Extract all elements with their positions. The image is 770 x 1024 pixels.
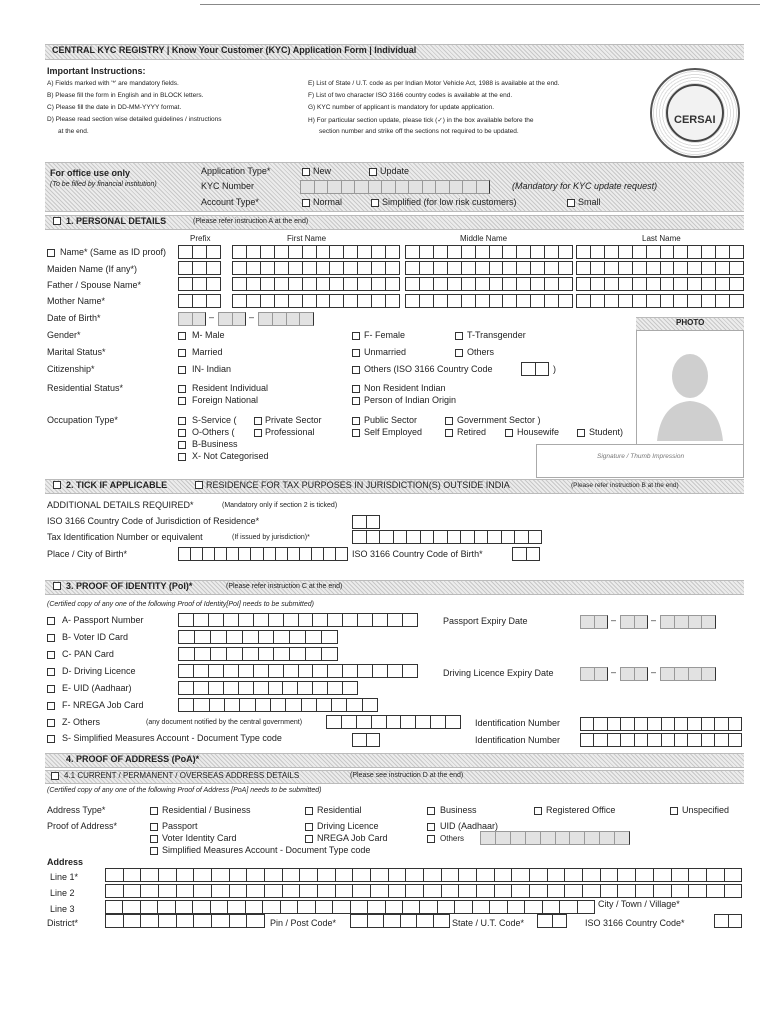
- poa-update-checkbox[interactable]: [51, 772, 59, 780]
- poa-subtitle: 4.1 CURRENT / PERMANENT / OVERSEAS ADDRESS DETAILS: [64, 771, 300, 780]
- country-code-boxes[interactable]: [714, 914, 742, 928]
- poi-title: 3. PROOF OF IDENTITY (PoI)*: [66, 581, 193, 591]
- poa-passport-checkbox[interactable]: [150, 823, 158, 831]
- tax-update-checkbox[interactable]: [53, 481, 61, 489]
- jurisdiction-iso-label: ISO 3166 Country Code of Jurisdiction of Residence*: [47, 516, 260, 526]
- maiden-last-boxes[interactable]: [576, 261, 744, 275]
- poi-b-label: B- Voter ID Card: [62, 632, 129, 642]
- mother-prefix-boxes[interactable]: [178, 294, 221, 308]
- res-business-checkbox[interactable]: [150, 807, 158, 815]
- kyc-note: (Mandatory for KYC update request): [512, 181, 658, 191]
- mother-label: Mother Name*: [47, 296, 106, 306]
- passport-number-boxes[interactable]: [178, 613, 418, 627]
- poa-dl-label: Driving Licence: [317, 821, 379, 831]
- dl-expiry-label: Driving Licence Expiry Date: [443, 668, 554, 678]
- normal-checkbox[interactable]: [302, 199, 310, 207]
- poi-f-checkbox[interactable]: [47, 702, 55, 710]
- poi-d-checkbox[interactable]: [47, 668, 55, 676]
- poi-a-label: A- Passport Number: [62, 615, 144, 625]
- new-label: New: [313, 166, 332, 176]
- instruction-h-cont: section number and strike off the sections not required to be updated.: [319, 128, 519, 135]
- citizenship-label: Citizenship*: [47, 364, 95, 374]
- poa-others-boxes[interactable]: [480, 831, 630, 845]
- service-label: S-Service (: [192, 415, 237, 425]
- student-label: Student): [589, 427, 624, 437]
- marital-others-checkbox[interactable]: [455, 349, 463, 357]
- married-label: Married: [192, 347, 223, 357]
- poa-nrega-checkbox[interactable]: [305, 835, 313, 843]
- cersai-logo: [650, 68, 740, 158]
- line1-label: Line 1*: [50, 872, 79, 882]
- id-number-boxes-2[interactable]: [580, 733, 742, 747]
- government-sector-checkbox[interactable]: [445, 417, 453, 425]
- dl-expiry-day[interactable]: [580, 667, 608, 681]
- birth-place-boxes[interactable]: [178, 547, 348, 561]
- poa-others-label: Others: [440, 834, 465, 843]
- not-categorised-checkbox[interactable]: [178, 453, 186, 461]
- student-checkbox[interactable]: [577, 429, 585, 437]
- female-checkbox[interactable]: [352, 332, 360, 340]
- retired-checkbox[interactable]: [445, 429, 453, 437]
- poi-d-label: D- Driving Licence: [62, 666, 136, 676]
- poi-b-checkbox[interactable]: [47, 634, 55, 642]
- self-employed-checkbox[interactable]: [352, 429, 360, 437]
- government-sector-label: Government Sector ): [457, 415, 541, 425]
- poa-passport-label: Passport: [162, 821, 198, 831]
- name-label: Name* (Same as ID proof): [60, 247, 167, 257]
- public-sector-checkbox[interactable]: [352, 417, 360, 425]
- poa-certified: (Certified copy of any one of the following Proof of Address [PoA] needs to be submitted): [47, 787, 322, 794]
- pin-label: Pin / Post Code*: [270, 918, 337, 928]
- simplified-label: Simplified (for low risk customers): [382, 197, 517, 207]
- account-type-label: Account Type*: [201, 197, 259, 207]
- col-last: Last Name: [642, 234, 681, 243]
- public-sector-label: Public Sector: [364, 415, 418, 425]
- citizen-iso-boxes[interactable]: [521, 362, 549, 376]
- others-occ-checkbox[interactable]: [178, 429, 186, 437]
- instruction-e: E) List of State / U.T. code as per Indian Motor Vehicle Act, 1988 is available at the end.: [308, 80, 560, 87]
- poi-note: (Please refer instruction C at the end): [226, 583, 343, 590]
- dob-year-boxes[interactable]: [258, 312, 314, 326]
- jurisdiction-iso-boxes[interactable]: [352, 515, 380, 529]
- instruction-b: B) Please fill the form in English and in BLOCK letters.: [47, 92, 204, 99]
- tin-note: (If issued by jurisdiction)*: [232, 534, 310, 541]
- instruction-f: F) List of two character ISO 3166 country codes is available at the end.: [308, 92, 513, 99]
- dob-label: Date of Birth*: [47, 313, 101, 323]
- married-checkbox[interactable]: [178, 349, 186, 357]
- personal-title: 1. PERSONAL DETAILS: [66, 216, 167, 226]
- normal-label: Normal: [313, 197, 343, 207]
- residential-label: Residential Status*: [47, 383, 124, 393]
- line2-label: Line 2: [50, 888, 75, 898]
- name-first-boxes[interactable]: [232, 245, 400, 259]
- aadhaar-boxes[interactable]: [178, 681, 358, 695]
- id-number-label-2: Identification Number: [475, 735, 561, 745]
- instruction-a: A) Fields marked with '*' are mandatory fields.: [47, 80, 179, 87]
- office-use-subtitle: (To be filled by financial institution): [50, 181, 157, 188]
- office-use-title: For office use only: [50, 168, 131, 178]
- citizen-others-label: Others (ISO 3166 Country Code: [364, 364, 493, 374]
- small-label: Small: [578, 197, 601, 207]
- instruction-g: G) KYC number of applicant is mandatory for update application.: [308, 104, 495, 111]
- col-prefix: Prefix: [190, 234, 211, 243]
- business-checkbox[interactable]: [178, 441, 186, 449]
- additional-note: (Mandatory only if section 2 is ticked): [222, 502, 338, 509]
- business-addr-label: Business: [440, 805, 477, 815]
- pio-label: Person of Indian Origin: [364, 395, 457, 405]
- housewife-checkbox[interactable]: [505, 429, 513, 437]
- professional-label: Professional: [265, 427, 315, 437]
- poa-title: 4. PROOF OF ADDRESS (PoA)*: [66, 754, 200, 764]
- nri-checkbox[interactable]: [352, 385, 360, 393]
- pio-checkbox[interactable]: [352, 397, 360, 405]
- instruction-h: H) For particular section update, please tick (✓) in the box available before the: [308, 117, 534, 124]
- person-silhouette-icon: [637, 331, 743, 449]
- new-checkbox[interactable]: [302, 168, 310, 176]
- citizen-close-paren: ): [553, 364, 556, 374]
- gender-label: Gender*: [47, 330, 81, 340]
- registered-office-label: Registered Office: [546, 805, 616, 815]
- poa-uid-label: UID (Aadhaar): [440, 821, 499, 831]
- foreign-checkbox[interactable]: [178, 397, 186, 405]
- birth-place-label: Place / City of Birth*: [47, 549, 128, 559]
- private-sector-checkbox[interactable]: [254, 417, 262, 425]
- voter-id-boxes[interactable]: [178, 630, 338, 644]
- poa-sma-checkbox[interactable]: [150, 847, 158, 855]
- passport-expiry-label: Passport Expiry Date: [443, 616, 528, 626]
- sma-code-boxes[interactable]: [352, 733, 380, 747]
- district-label: District*: [47, 918, 78, 928]
- tax-note: (Please refer instruction B at the end): [571, 482, 679, 489]
- unmarried-label: Unmarried: [364, 347, 407, 357]
- mother-last-boxes[interactable]: [576, 294, 744, 308]
- tin-boxes[interactable]: [352, 530, 542, 544]
- private-sector-label: Private Sector: [265, 415, 322, 425]
- state-label: State / U.T. Code*: [452, 918, 525, 928]
- signature-box[interactable]: [536, 444, 744, 478]
- female-label: F- Female: [364, 330, 406, 340]
- name-middle-boxes[interactable]: [405, 245, 573, 259]
- mother-middle-boxes[interactable]: [405, 294, 573, 308]
- name-checkbox[interactable]: [47, 249, 55, 257]
- poi-certified: (Certified copy of any one of the following Proof of Identity[PoI] needs to be submitted): [47, 601, 314, 608]
- personal-update-checkbox[interactable]: [53, 217, 61, 225]
- city-label: City / Town / Village*: [598, 899, 680, 909]
- poi-z-note: (any document notified by the central government): [146, 719, 303, 726]
- poi-z-checkbox[interactable]: [47, 719, 55, 727]
- iso-label: ISO 3166 Country Code*: [585, 918, 685, 928]
- poi-c-checkbox[interactable]: [47, 651, 55, 659]
- citizen-others-checkbox[interactable]: [352, 366, 360, 374]
- col-middle: Middle Name: [460, 234, 508, 243]
- address-line2-boxes[interactable]: [105, 884, 742, 898]
- father-first-boxes[interactable]: [232, 277, 400, 291]
- name-prefix-boxes[interactable]: [178, 245, 221, 259]
- additional-details: ADDITIONAL DETAILS REQUIRED*: [47, 500, 194, 510]
- application-type-label: Application Type*: [201, 166, 271, 176]
- resident-label: Resident Individual: [192, 383, 269, 393]
- tax-heading: RESIDENCE FOR TAX PURPOSES IN JURISDICTION(S) OUTSIDE INDIA: [206, 480, 510, 490]
- tin-label: Tax Identification Number or equivalent: [47, 532, 203, 542]
- instruction-c: C) Please fill the date in DD-MM-YYYY format.: [47, 104, 182, 111]
- foreign-label: Foreign National: [192, 395, 259, 405]
- occupation-label: Occupation Type*: [47, 415, 118, 425]
- birth-iso-boxes[interactable]: [512, 547, 540, 561]
- poa-nrega-label: NREGA Job Card: [317, 833, 388, 843]
- id-number-boxes-1[interactable]: [580, 717, 742, 731]
- tax-title: 2. TICK IF APPLICABLE: [66, 480, 168, 490]
- address-type-label: Address Type*: [47, 805, 106, 815]
- maiden-first-boxes[interactable]: [232, 261, 400, 275]
- poi-s-label: S- Simplified Measures Account - Document Type code: [62, 733, 282, 743]
- father-last-boxes[interactable]: [576, 277, 744, 291]
- dob-month-boxes[interactable]: [218, 312, 246, 326]
- res-business-label: Residential / Business: [162, 805, 251, 815]
- address-line3-boxes[interactable]: [105, 900, 595, 914]
- tax-residence-checkbox[interactable]: [195, 481, 203, 489]
- personal-note: (Please refer instruction A at the end): [193, 218, 309, 225]
- not-categorised-label: X- Not Categorised: [192, 451, 269, 461]
- district-boxes[interactable]: [105, 914, 265, 928]
- poi-a-checkbox[interactable]: [47, 617, 55, 625]
- indian-checkbox[interactable]: [178, 366, 186, 374]
- form-title: CENTRAL KYC REGISTRY | Know Your Customer (KYC) Application Form | Individual: [52, 45, 417, 55]
- kyc-number-label: KYC Number: [201, 181, 255, 191]
- resident-checkbox[interactable]: [178, 385, 186, 393]
- dl-expiry-month[interactable]: [620, 667, 648, 681]
- passport-expiry-day[interactable]: [580, 615, 608, 629]
- state-code-boxes[interactable]: [537, 914, 567, 928]
- poi-z-label: Z- Others: [62, 717, 101, 727]
- birth-iso-label: ISO 3166 Country Code of Birth*: [352, 549, 483, 559]
- poa-sma-label: Simplified Measures Account - Document Type code: [162, 845, 371, 855]
- nri-label: Non Resident Indian: [364, 383, 446, 393]
- self-employed-label: Self Employed: [364, 427, 423, 437]
- service-checkbox[interactable]: [178, 417, 186, 425]
- pin-boxes[interactable]: [350, 914, 450, 928]
- poi-f-label: F- NREGA Job Card: [62, 700, 144, 710]
- others-occ-label: O-Others (: [192, 427, 235, 437]
- poi-update-checkbox[interactable]: [53, 582, 61, 590]
- marital-label: Marital Status*: [47, 347, 106, 357]
- poa-others-checkbox[interactable]: [427, 835, 435, 843]
- update-checkbox[interactable]: [369, 168, 377, 176]
- maiden-middle-boxes[interactable]: [405, 261, 573, 275]
- maiden-label: Maiden Name (If any*): [47, 264, 138, 274]
- business-label: B-Business: [192, 439, 238, 449]
- instruction-d-cont: at the end.: [58, 128, 89, 135]
- passport-expiry-year[interactable]: [660, 615, 716, 629]
- nrega-boxes[interactable]: [178, 698, 378, 712]
- male-label: M- Male: [192, 330, 225, 340]
- marital-others-label: Others: [467, 347, 495, 357]
- maiden-prefix-boxes[interactable]: [178, 261, 221, 275]
- simplified-checkbox[interactable]: [371, 199, 379, 207]
- photo-box[interactable]: [636, 330, 744, 450]
- driving-licence-boxes[interactable]: [178, 664, 418, 678]
- father-label: Father / Spouse Name*: [47, 280, 142, 290]
- residential-addr-label: Residential: [317, 805, 362, 815]
- poi-c-label: C- PAN Card: [62, 649, 114, 659]
- signature-label: Signature / Thumb Impression: [597, 453, 685, 460]
- photo-label: PHOTO: [676, 318, 705, 327]
- proof-address-label: Proof of Address*: [47, 821, 118, 831]
- instructions-heading: Important Instructions:: [47, 66, 146, 76]
- unspecified-checkbox[interactable]: [670, 807, 678, 815]
- small-checkbox[interactable]: [567, 199, 575, 207]
- indian-label: IN- Indian: [192, 364, 232, 374]
- unspecified-label: Unspecified: [682, 805, 730, 815]
- others-doc-boxes[interactable]: [326, 715, 461, 729]
- poa-voter-checkbox[interactable]: [150, 835, 158, 843]
- male-checkbox[interactable]: [178, 332, 186, 340]
- update-label: Update: [380, 166, 410, 176]
- address-line1-boxes[interactable]: [105, 868, 742, 882]
- name-last-boxes[interactable]: [576, 245, 744, 259]
- transgender-label: T-Transgender: [467, 330, 526, 340]
- dl-expiry-year[interactable]: [660, 667, 716, 681]
- col-first: First Name: [287, 234, 327, 243]
- mother-first-boxes[interactable]: [232, 294, 400, 308]
- registered-office-checkbox[interactable]: [534, 807, 542, 815]
- passport-expiry-month[interactable]: [620, 615, 648, 629]
- professional-checkbox[interactable]: [254, 429, 262, 437]
- pan-card-boxes[interactable]: [178, 647, 338, 661]
- father-middle-boxes[interactable]: [405, 277, 573, 291]
- father-prefix-boxes[interactable]: [178, 277, 221, 291]
- residential-checkbox[interactable]: [305, 807, 313, 815]
- business-addr-checkbox[interactable]: [427, 807, 435, 815]
- unmarried-checkbox[interactable]: [352, 349, 360, 357]
- poa-voter-label: Voter Identity Card: [162, 833, 237, 843]
- poa-dl-checkbox[interactable]: [305, 823, 313, 831]
- poi-e-label: E- UID (Aadhaar): [62, 683, 132, 693]
- retired-label: Retired: [457, 427, 487, 437]
- id-number-label-1: Identification Number: [475, 718, 561, 728]
- housewife-label: Housewife: [517, 427, 560, 437]
- poi-s-checkbox[interactable]: [47, 735, 55, 743]
- cersai-logo-text: CERSAI: [674, 114, 716, 126]
- poa-sub-note: (Please see instruction D at the end): [350, 772, 464, 779]
- poi-e-checkbox[interactable]: [47, 685, 55, 693]
- transgender-checkbox[interactable]: [455, 332, 463, 340]
- address-heading: Address: [47, 857, 84, 867]
- poa-uid-checkbox[interactable]: [427, 823, 435, 831]
- line3-label: Line 3: [50, 904, 75, 914]
- instruction-d: D) Please read section wise detailed guidelines / instructions: [47, 116, 222, 123]
- dob-day-boxes[interactable]: [178, 312, 206, 326]
- kyc-number-boxes[interactable]: [300, 180, 490, 194]
